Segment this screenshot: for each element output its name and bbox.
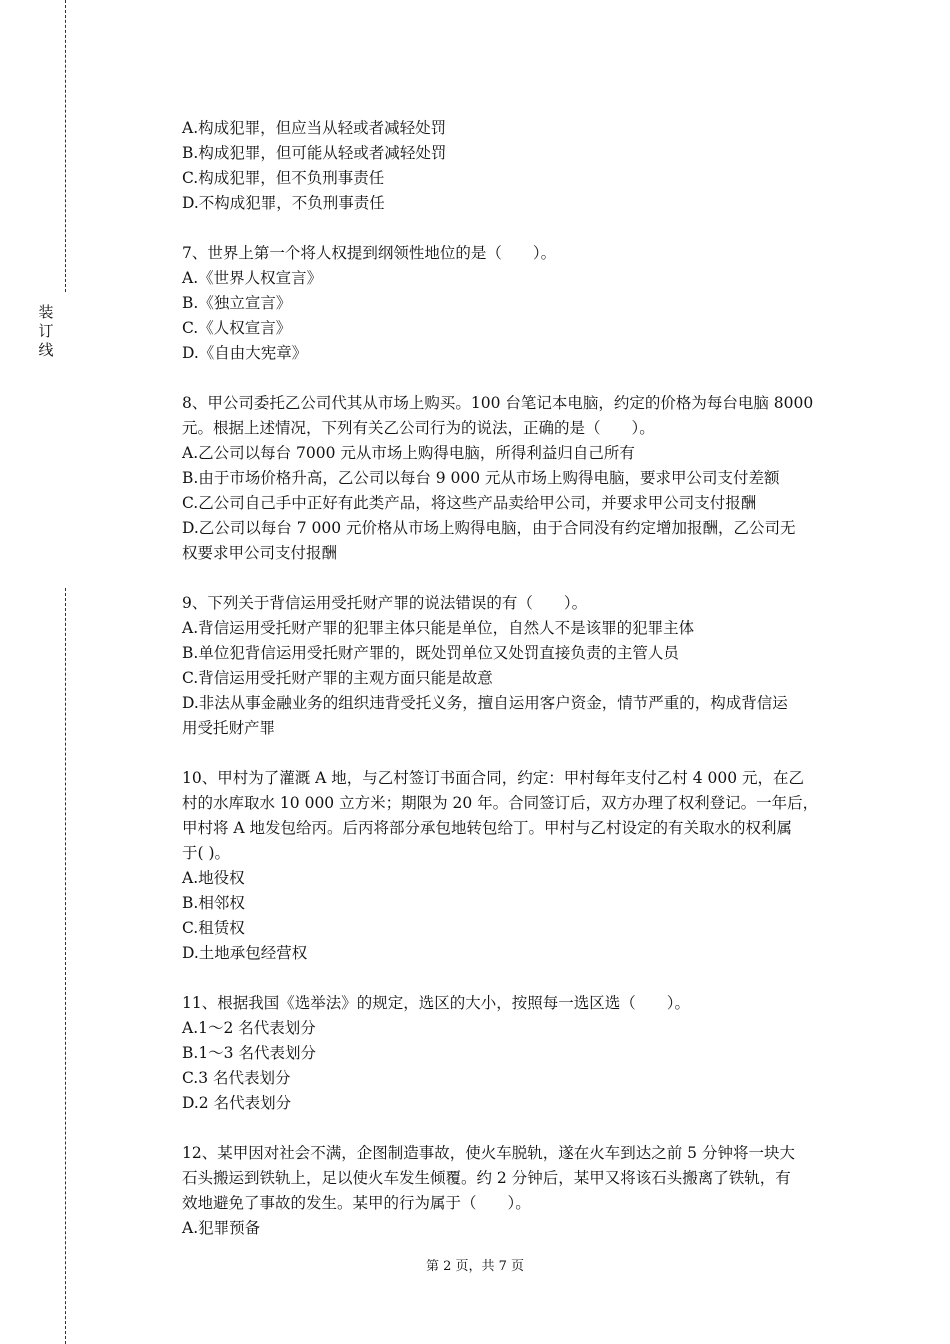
text-line: 元。根据上述情况，下列有关乙公司行为的说法，正确的是（ ）。 [182,419,655,437]
document-body [182,116,840,1241]
text-line: B.单位犯背信运用受托财产罪的，既处罚单位又处罚直接负责的主管人员 [182,644,679,662]
binding-label [37,303,55,360]
paragraph-gap [182,741,840,766]
text-line: A.构成犯罪，但应当从轻或者减轻处罚 [182,119,447,137]
binding-dashed-line-top [65,0,66,292]
text-line: B.由于市场价格升高，乙公司以每台 9 000 元从市场上购得电脑，要求甲公司支付差额 [182,469,780,487]
page-footer [0,1258,950,1276]
binding-label-char: 装 [38,303,54,321]
text-line: D.《自由大宪章》 [182,344,308,362]
text-line: C.3 名代表划分 [182,1069,291,1087]
text-line: C.背信运用受托财产罪的主观方面只能是故意 [182,669,493,687]
text-line: A.犯罪预备 [182,1219,261,1237]
text-line: 9、下列关于背信运用受托财产罪的说法错误的有（ ）。 [182,594,588,612]
binding-label-char: 订 [38,322,54,340]
paragraph-gap [182,566,840,591]
text-line: D.2 名代表划分 [182,1094,292,1112]
text-line: C.构成犯罪，但不负刑事责任 [182,169,385,187]
text-line: 石头搬运到铁轨上，足以使火车发生倾覆。约 2 分钟后，某甲又将该石头搬离了铁轨，有 [182,1169,791,1187]
paragraph-gap [182,366,840,391]
text-line: B.相邻权 [182,894,245,912]
text-line: B.1～3 名代表划分 [182,1044,316,1062]
paragraph-gap [182,1116,840,1141]
binding-label-char: 线 [38,341,54,359]
text-line: D.土地承包经营权 [182,944,308,962]
text-line: A.乙公司以每台 7000 元从市场上购得电脑，所得利益归自己所有 [182,444,635,462]
text-line: D.不构成犯罪，不负刑事责任 [182,194,385,212]
text-line: 12、某甲因对社会不满，企图制造事故，使火车脱轨，遂在火车到达之前 5 分钟将一块大 [182,1144,795,1162]
text-line: A.地役权 [182,869,245,887]
text-line: C.《人权宣言》 [182,319,292,337]
paragraph-gap [182,216,840,241]
text-line: B.《独立宣言》 [182,294,292,312]
text-line: D.乙公司以每台 7 000 元价格从市场上购得电脑，由于合同没有约定增加报酬，乙公司无 [182,519,796,537]
text-line: C.乙公司自己手中正好有此类产品，将这些产品卖给甲公司，并要求甲公司支付报酬 [182,494,757,512]
text-line: 村的水库取水 10 000 立方米；期限为 20 年。合同签订后，双方办理了权利登记。一年后， [182,794,819,812]
text-line: 7、世界上第一个将人权提到纲领性地位的是（ ）。 [182,244,557,262]
text-line: 10、甲村为了灌溉 A 地，与乙村签订书面合同，约定：甲村每年支付乙村 4 000 元，在乙 [182,769,805,787]
text-line: 于( )。 [182,844,231,862]
text-line: 用受托财产罪 [182,719,276,737]
text-line: 8、甲公司委托乙公司代其从市场上购买。100 台笔记本电脑，约定的价格为每台电脑 8000 [182,394,814,412]
text-line: 甲村将 A 地发包给丙。后丙将部分承包地转包给丁。甲村与乙村设定的有关取水的权利属 [182,819,793,837]
text-line: 11、根据我国《选举法》的规定，选区的大小，按照每一选区选（ ）。 [182,994,690,1012]
text-line: 权要求甲公司支付报酬 [182,544,338,562]
text-line: D.非法从事金融业务的组织违背受托义务，擅自运用客户资金，情节严重的，构成背信运 [182,694,788,712]
binding-dashed-line-bottom [65,588,66,1344]
text-line: C.租赁权 [182,919,245,937]
text-line: A.《世界人权宣言》 [182,269,323,287]
text-line: 效地避免了事故的发生。某甲的行为属于（ ）。 [182,1194,531,1212]
text-line: A.背信运用受托财产罪的犯罪主体只能是单位，自然人不是该罪的犯罪主体 [182,619,695,637]
text-line: A.1～2 名代表划分 [182,1019,316,1037]
text-line: B.构成犯罪，但可能从轻或者减轻处罚 [182,144,447,162]
paragraph-gap [182,966,840,991]
page-number: 第 2 页，共 7 页 [425,1259,525,1274]
